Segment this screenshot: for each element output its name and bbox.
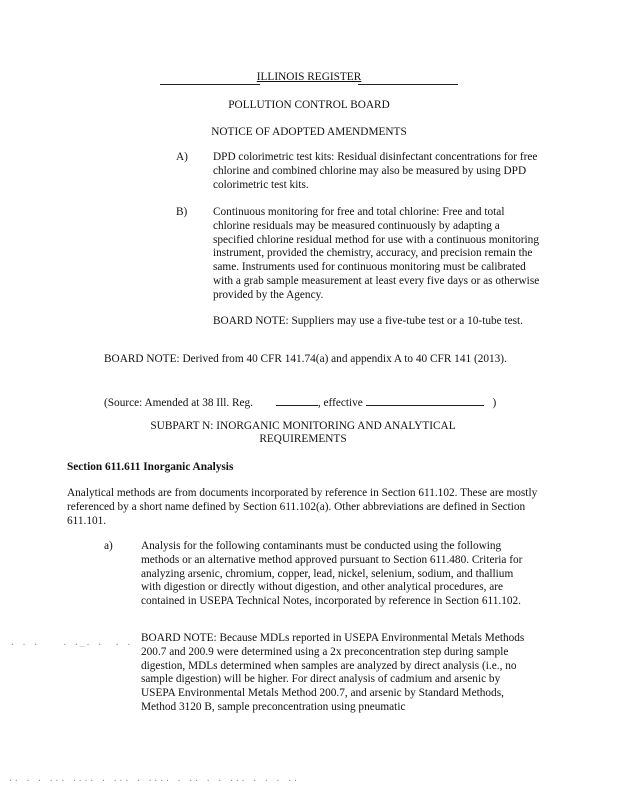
notice-title: NOTICE OF ADOPTED AMENDMENTS: [211, 126, 407, 138]
subsection-a-note: BOARD NOTE: Because MDLs reported in USEPA Environmental Metals Methods 200.7 and 200.9 were determined using a 2x preconcentration step during sample digestion, MDLs determined when samples are analyzed by direct analysis (i.e., no sample digestion) will be higher. For direct analysis of cadmium and arsenic by USEPA Environmental Metals Method 200.7, and arsenic by Standard Methods, Method 3120 B, sample preconcentration using pneumatic: [141, 632, 525, 713]
subsection-a-label: a): [104, 540, 113, 552]
margin-dots: . . . . ._. . . .: [10, 638, 133, 647]
item-a-label: A): [176, 151, 188, 163]
subsection-a-text: Analysis for the following contaminants must be conducted using the following methods or an alternative method approved pursuant to Section 611.480. Criteria for analyzing arsenic, chromium, copper, lead, nickel, selenium, sodium, and thallium with digestion or directly without digestion, and other analytical procedures, are contained in USEPA Technical Notes, incorporated by reference in Section 611.102.: [141, 540, 523, 608]
inner-board-note: BOARD NOTE: Suppliers may use a five-tube test or a 10-tube test.: [213, 315, 523, 327]
item-a-text: DPD colorimetric test kits: Residual disinfectant concentrations for free chlorine and combined chlorine may also be measured by using DPD colorimetric test kits.: [213, 151, 538, 191]
source-prefix: (Source: Amended at 38 Ill. Reg.: [104, 397, 254, 409]
footer-dots: .. . . ... .... . ... . .... . .. . . ... . . . ..: [8, 774, 299, 783]
source-date-blank: [366, 395, 484, 406]
intro-paragraph: Analytical methods are from documents incorporated by reference in Section 611.102. These are mostly referenced by a short name defined by Section 611.102(a). Other abbreviations are defined in Section 611.101.: [67, 487, 538, 527]
board-note: BOARD NOTE: Derived from 40 CFR 141.74(a) and appendix A to 40 CFR 141 (2013).: [104, 353, 507, 365]
register-title: ILLINOIS REGISTER: [256, 71, 362, 83]
source-effective: , effective: [317, 397, 363, 409]
board-title: POLLUTION CONTROL BOARD: [228, 99, 390, 111]
section-heading: Section 611.611 Inorganic Analysis: [67, 461, 234, 473]
source-suffix: ): [492, 397, 497, 409]
source-reg-blank: [276, 395, 318, 406]
item-b-label: B): [176, 206, 188, 218]
subpart-line-1: SUBPART N: INORGANIC MONITORING AND ANALYTICAL: [150, 420, 456, 432]
source-line: [104, 395, 524, 411]
subpart-line-2: REQUIREMENTS: [259, 433, 347, 445]
item-b-text: Continuous monitoring for free and total chlorine: Free and total chlorine residuals may be measured continuously by adapting a specified chlorine residual method for use with a continuous monitoring instrument, provided the chemistry, accuracy, and precision remain the same. Instruments used for continuous monitoring must be calibrated with a grab sample measurement at least every five days or as otherwise provided by the Agency.: [213, 206, 540, 301]
